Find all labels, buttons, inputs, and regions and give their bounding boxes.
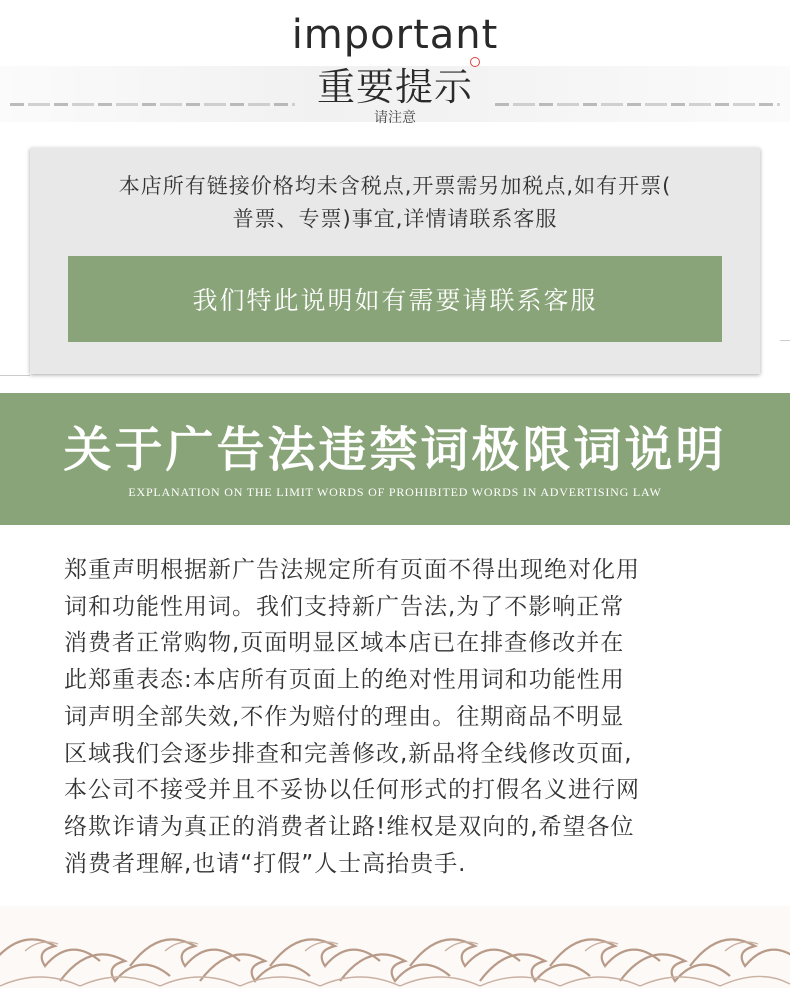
statement-line: 本公司不接受并且不妥协以任何形式的打假名义进行网 (64, 777, 640, 804)
invoice-notice-text (40, 170, 750, 236)
title-chinese: 重要提示 (316, 65, 473, 109)
ad-law-banner (0, 393, 790, 525)
invoice-notice-card (30, 148, 760, 374)
statement-line: 词声明全部失效,不作为赔付的理由。往期商品不明显 (64, 703, 625, 730)
statement-text (64, 552, 734, 882)
statement-line: 郑重声明根据新广告法规定所有页面不得出现绝对化用 (64, 557, 640, 583)
statement-line: 络欺诈请为真正的消费者让路!维权是双向的,希望各位 (64, 813, 635, 840)
statement-line: 词和功能性用词。我们支持新广告法,为了不影响正常 (64, 593, 625, 620)
circle-icon (470, 57, 480, 67)
statement-line: 此郑重表态:本店所有页面上的绝对性用词和功能性用 (64, 667, 625, 694)
notice-line: 本店所有链接价格均未含税点,开票需另加税点,如有开票( (118, 174, 672, 198)
ad-law-title: 关于广告法违禁词极限词说明 (63, 422, 727, 478)
wave-pattern-decoration (0, 906, 790, 988)
divider-line (780, 340, 790, 341)
title-subtitle: 请注意 (374, 110, 416, 126)
statement-line: 消费者正常购物,页面明显区域本店已在排查修改并在 (64, 630, 625, 657)
title-english: important (291, 12, 499, 58)
statement-line: 消费者理解,也请“打假”人士高抬贵手. (64, 850, 467, 877)
ad-law-subtitle: EXPLANATION ON THE LIMIT WORDS OF PROHIBITED WORDS IN ADVERTISING LAW (128, 485, 662, 499)
notice-line: 普票、专票)事宜,详情请联系客服 (232, 207, 558, 231)
statement-line: 区域我们会逐步排查和完善修改,新品将全线修改页面, (64, 740, 633, 767)
contact-service-banner (68, 256, 722, 342)
divider-line (0, 375, 30, 376)
contact-service-text: 我们特此说明如有需要请联系客服 (192, 286, 598, 315)
important-header (0, 0, 790, 140)
